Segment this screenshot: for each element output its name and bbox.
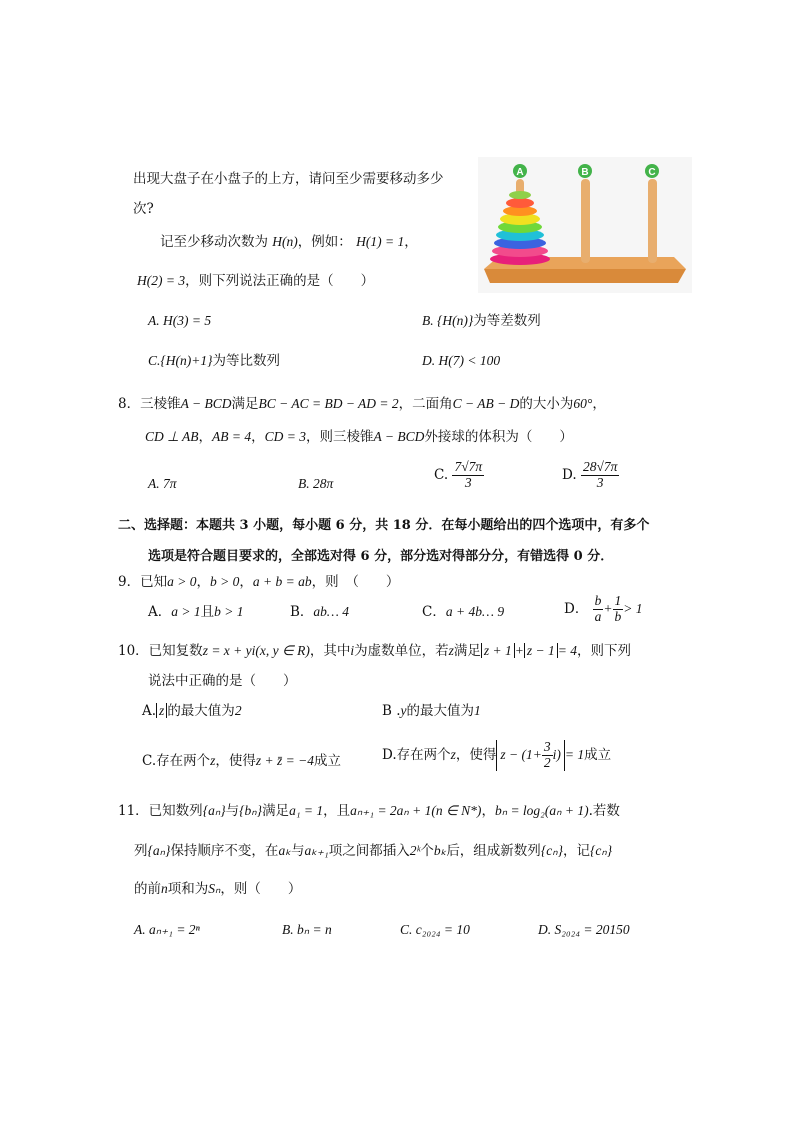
option-text: B. bₙ = n	[282, 922, 332, 937]
q11-text: 11．已知数列	[118, 803, 203, 819]
q11-text: ，	[481, 803, 495, 819]
q10-text: 10．已知复数	[118, 643, 203, 659]
math-H2: H(2) = 3	[137, 273, 186, 288]
math-H1: H(1) = 1	[356, 234, 405, 249]
q10-stem-line1	[118, 643, 631, 659]
q9-option-b[interactable]	[290, 604, 349, 620]
q8-text: ，	[251, 429, 265, 445]
q9-text: ，则 （ ）	[311, 574, 400, 590]
q9-math: a + b = ab	[252, 574, 312, 589]
option-text: A. aₙ₊₁ = 2ⁿ	[134, 922, 200, 937]
q7-stem-text: ，例如：	[297, 234, 352, 250]
option-text: 为等差数列	[473, 313, 541, 329]
option-label: D.	[562, 466, 577, 483]
q8-text: 的大小为	[519, 396, 574, 412]
peg-label-b: B	[581, 167, 589, 178]
option-math: z + z̄ = −4	[255, 753, 314, 768]
peg-label-c: C	[648, 167, 656, 178]
q11-math: aₖ₊₁	[304, 843, 329, 858]
q10-math: z = x + yi(x, y ∈ R)	[202, 643, 310, 658]
q8-text: 8．三棱锥	[118, 396, 181, 412]
q9-text: ，	[239, 574, 253, 590]
option-math: b > 1	[214, 604, 244, 619]
option-math: a > 1	[171, 604, 201, 619]
q11-math: 2ᵏ	[409, 843, 421, 858]
q7-stem-line1: 出现大盘子在小盘子的上方，请问至少需要移动多少	[133, 171, 444, 187]
option-math: z	[450, 746, 456, 762]
option-text: D. S₂₀₂₄ = 20150	[538, 922, 630, 937]
q7-option-b[interactable]	[422, 313, 541, 329]
section-2-heading-line2: 选项是符合题目要求的，全部选对得 6 分，部分选对得部分分，有错选得 0 分．	[148, 549, 614, 564]
section-2-heading-line1: 二、选择题：本题共 3 小题，每小题 6 分，共 18 分．在每小题给出的四个选项中，有多个	[118, 518, 650, 533]
option-text: ，使得	[215, 753, 256, 769]
fraction-numerator: b	[594, 593, 602, 608]
option-label: B．	[290, 604, 314, 620]
q8-text: 满足	[231, 396, 259, 412]
q10-abs: z − 1	[524, 643, 558, 658]
tower-of-hanoi-image	[478, 157, 692, 293]
q8-math: A − BCD	[373, 429, 425, 444]
q11-math: aₖ	[278, 843, 291, 858]
q11-text: 个	[420, 843, 434, 859]
option-text: A. H(3) = 5	[148, 313, 212, 328]
q8-option-a[interactable]	[148, 476, 177, 492]
q10-text: 为虚数单位，若	[354, 643, 449, 659]
q10-math: i	[350, 643, 355, 658]
q11-option-d[interactable]	[538, 922, 630, 938]
q10-option-d[interactable]	[382, 740, 611, 771]
q7-stem-line2: 次?	[133, 201, 154, 217]
option-abs	[496, 740, 564, 771]
option-text: 的最大值为	[167, 703, 235, 719]
option-math: a + 4b… 9	[445, 604, 505, 619]
fraction-numerator: 3	[543, 739, 551, 754]
q11-text: 项之间都插入	[328, 843, 410, 859]
q8-math: 60°	[573, 396, 593, 411]
q9-option-c[interactable]	[422, 604, 504, 620]
q7-option-d[interactable]	[422, 353, 500, 369]
option-label: A.	[142, 703, 157, 719]
fraction	[581, 460, 619, 491]
q8-text: ，则三棱锥	[306, 429, 374, 445]
q11-math: {cₙ}	[540, 843, 563, 858]
option-label: C．	[422, 604, 446, 620]
option-text: 且	[200, 604, 215, 620]
q8-option-b[interactable]	[298, 476, 333, 492]
q9-math: b > 0	[209, 574, 240, 589]
q9-text: 9．已知	[118, 574, 168, 590]
q11-math: {aₙ}	[147, 843, 171, 858]
q10-math: = 4	[557, 643, 578, 658]
option-text: C.存在两个	[142, 753, 211, 769]
option-text: 成立	[314, 753, 341, 769]
q7-stem-text: ，	[404, 234, 418, 250]
q10-math: z	[448, 643, 454, 658]
option-text: 的最大值为	[406, 703, 475, 719]
q11-math: a₁ = 1	[289, 803, 324, 818]
q8-text: ，二面角	[398, 396, 453, 412]
q10-option-b[interactable]	[382, 703, 481, 719]
option-label: C.	[434, 466, 449, 483]
q11-math: aₙ₊₁ = 2aₙ + 1(n ∈ N*)	[350, 803, 482, 818]
q8-option-d[interactable]	[562, 460, 619, 491]
q7-option-c[interactable]	[148, 353, 280, 369]
q9-option-d[interactable]	[564, 594, 643, 625]
q11-option-a[interactable]	[134, 922, 200, 938]
q7-stem-text: 记至少移动次数为	[160, 234, 268, 250]
q11-stem-line3	[134, 881, 301, 897]
option-math: i)	[552, 746, 561, 762]
option-abs: z	[156, 703, 167, 718]
q11-math: bₙ = log₂(aₙ + 1)	[494, 803, 589, 818]
q11-text: 满足	[262, 803, 290, 819]
q8-math: AB = 4	[212, 429, 252, 444]
q11-text: ，则（ ）	[220, 881, 302, 897]
option-math: z − (1+	[500, 746, 542, 762]
q8-text: 外接球的体积为（ ）	[424, 429, 573, 445]
q8-math: BC − AC = BD − AD = 2	[258, 396, 399, 411]
fraction-denominator: 2	[543, 754, 551, 770]
q10-text: 满足	[453, 643, 481, 659]
fraction	[452, 460, 484, 491]
fraction-numerator: 28√7π	[582, 459, 618, 474]
q8-stem-line1	[118, 396, 606, 412]
q11-text: 与	[225, 803, 240, 819]
option-math: C.{H(n)+1}	[148, 353, 213, 368]
q8-text: ，	[592, 396, 606, 412]
q11-text: 与	[290, 843, 305, 859]
fraction-denominator: 3	[596, 474, 604, 490]
q8-math: CD = 3	[264, 429, 306, 444]
fraction-denominator: a	[594, 608, 602, 624]
option-label: D．	[564, 600, 589, 617]
q11-text: 后，组成新数列	[446, 843, 541, 859]
option-math: ab… 4	[313, 604, 350, 619]
q11-text: 项和为	[167, 881, 209, 897]
q8-math: C − AB − D	[452, 396, 520, 411]
q11-math: bₖ	[433, 843, 447, 858]
q9-text: ，	[196, 574, 210, 590]
option-text: C. c₂₀₂₄ = 10	[400, 922, 470, 937]
q11-text: 列	[134, 843, 148, 859]
q7-option-a[interactable]	[148, 313, 211, 329]
option-text: D.存在两个	[382, 746, 451, 763]
q8-math: A − BCD	[180, 396, 232, 411]
q10-stem-line2: 说法中正确的是（ ）	[148, 673, 297, 689]
option-text: ，使得	[455, 746, 497, 763]
q11-stem-line1	[118, 803, 620, 819]
q11-option-c[interactable]	[400, 922, 470, 938]
q11-text: ，记	[562, 843, 590, 859]
option-math: y	[400, 703, 407, 718]
q10-abs: z + 1	[481, 643, 515, 658]
q11-text: .若数	[588, 803, 620, 819]
fraction	[613, 594, 624, 625]
fraction-denominator: b	[614, 608, 622, 624]
q8-stem-line2	[145, 429, 573, 445]
q11-math: {aₙ}	[202, 803, 226, 818]
q8-math: CD ⊥ AB	[145, 429, 199, 444]
q7-stem-line4	[137, 273, 374, 289]
q11-text: 的前	[134, 881, 161, 897]
option-math: 2	[234, 703, 242, 718]
q8-text: ，	[198, 429, 213, 445]
fraction	[542, 740, 553, 771]
q9-stem	[118, 574, 399, 590]
fraction-numerator: 1	[614, 593, 622, 608]
math-Hn: H(n)	[272, 234, 298, 249]
q7-stem-text: ，则下列说法正确的是（ ）	[185, 273, 375, 289]
q11-text: ，且	[323, 803, 351, 819]
option-text: D. H(7) < 100	[422, 353, 501, 368]
option-math: B. {H(n)}	[422, 313, 474, 328]
q11-stem-line2	[134, 843, 612, 859]
q10-text: ，其中	[309, 643, 351, 659]
option-math: > 1	[623, 600, 643, 616]
option-math: z	[210, 753, 216, 768]
option-text: B. 28π	[298, 476, 334, 491]
option-text: 为等比数列	[212, 353, 281, 369]
q11-math: Sₙ	[208, 881, 221, 896]
q11-math: {cₙ}	[589, 843, 613, 858]
q10-option-a[interactable]	[142, 703, 242, 719]
fraction-numerator: 7√7π	[454, 459, 483, 474]
fraction-denominator: 3	[464, 474, 472, 490]
q8-option-c[interactable]	[434, 460, 484, 491]
q9-option-a[interactable]	[148, 604, 244, 620]
peg-label-a: A	[516, 167, 524, 178]
option-math: = 1	[564, 746, 585, 762]
q11-text: 保持顺序不变，在	[170, 843, 279, 859]
option-math: 1	[474, 703, 481, 718]
q9-math: a > 0	[167, 574, 197, 589]
option-label: B .	[382, 703, 401, 719]
option-text: 成立	[584, 746, 612, 763]
q11-math: {bₙ}	[239, 803, 263, 818]
q10-option-c[interactable]	[142, 753, 341, 769]
q11-option-b[interactable]	[282, 922, 332, 938]
option-text: A. 7π	[148, 476, 177, 491]
q10-math: +	[514, 643, 524, 658]
option-label: A．	[148, 604, 172, 620]
option-math: +	[603, 600, 613, 616]
q7-stem-line3	[160, 234, 418, 250]
q11-math: n	[161, 881, 168, 896]
fraction	[593, 594, 604, 625]
q10-text: ，则下列	[577, 643, 632, 659]
